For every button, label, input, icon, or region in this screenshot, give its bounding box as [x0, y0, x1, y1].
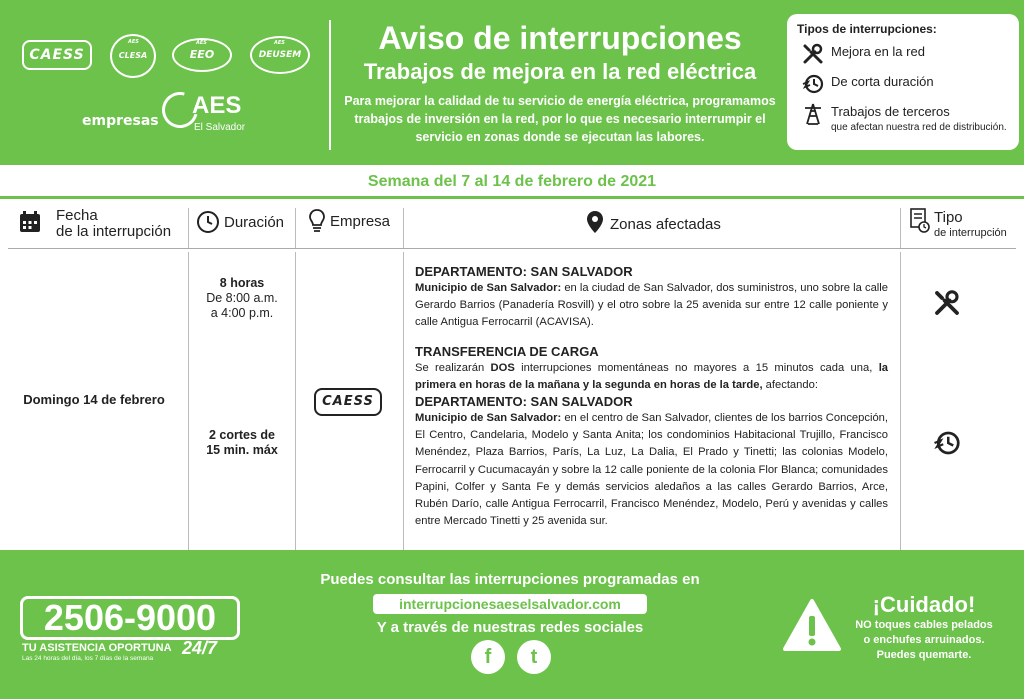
- facebook-icon[interactable]: f: [471, 640, 505, 674]
- column-divider: [295, 208, 296, 248]
- column-divider: [188, 252, 189, 550]
- transfer-end: afectando:: [765, 378, 818, 391]
- transfer-description: [415, 360, 888, 394]
- interruption-date: Domingo 14 de febrero: [23, 392, 165, 407]
- page-title: Aviso de interrupciones: [378, 20, 742, 56]
- header-banner: [0, 0, 1024, 163]
- location-pin-icon: [586, 210, 604, 234]
- column-duration-label: Duración: [224, 214, 285, 231]
- type-label: Trabajos de terceros: [831, 104, 950, 119]
- zone-municipality: Municipio de San Salvador:: [415, 282, 562, 294]
- aes-logo: [162, 90, 252, 140]
- column-divider: [403, 252, 404, 550]
- column-divider: [188, 208, 189, 248]
- zone-details: en el centro de San Salvador, clientes de los barrios Concepción, El Centro, Candelaria, Modelo y Santa Anita; los condominios Habitacional Trujillo, Francisco Menéndez, Plaza Barrios, París, La Luz, La Dalia, El Prado y Tinetti; las colonias Modelo, Ferrocarril y Cucumacayán y sobre la 12 calle poniente de la colonia Flor Blanca; comunidades Papini, Colfer y Santa Fe y demás servicios aledaños a las calles Gerardo Barrios, Arce, Rubén Darío, calle Antigua Ferrocarril, Francisco Menéndez, Modelo, Perú y avenidas y calles entre Mercado Tinetti y 25 avenida sur.: [415, 412, 888, 528]
- duration-to: a 4:00 p.m.: [210, 306, 274, 320]
- title-block: [335, 18, 785, 146]
- column-divider: [295, 252, 296, 550]
- aes-name: AES: [192, 92, 242, 119]
- zone-department-heading: DEPARTAMENTO: SAN SALVADOR: [415, 264, 633, 279]
- eeo-logo-text: EEO: [189, 48, 215, 61]
- calendar-icon: [18, 210, 42, 234]
- bulb-icon: [308, 208, 326, 234]
- document-clock-icon: [910, 208, 930, 234]
- interruption-types-legend: [787, 14, 1019, 150]
- transfer-bold: la primera en horas de la mañana y la segunda en horas de la tarde,: [415, 361, 889, 391]
- page-subtitle: Trabajos de mejora en la red eléctrica: [363, 59, 757, 84]
- week-bar: [0, 163, 1024, 199]
- transfer-mid: interrupciones momentáneas no mayores a 15 minutos cada una,: [521, 361, 873, 374]
- affected-zones: [415, 264, 888, 530]
- column-divider: [900, 208, 901, 248]
- twitter-icon[interactable]: t: [517, 640, 551, 674]
- warning-block: [846, 592, 1002, 663]
- phone-number[interactable]: 2506-9000: [20, 596, 240, 640]
- short-duration-icon: [932, 428, 962, 458]
- website-link[interactable]: interrupcionesaeselsalvador.com: [373, 594, 647, 614]
- zone-department-heading: DEPARTAMENTO: SAN SALVADOR: [415, 394, 633, 410]
- header-divider: [329, 20, 331, 150]
- zone-description: [415, 410, 888, 530]
- deusem-logo: [250, 36, 310, 74]
- deusem-logo-top: AES: [274, 40, 285, 46]
- column-divider: [403, 208, 404, 248]
- phone-hours: Las 24 horas del día, los 7 días de la semana: [22, 655, 154, 662]
- column-zones-label: Zonas afectadas: [610, 216, 721, 233]
- clesa-logo-top: AES: [128, 39, 139, 45]
- column-divider: [900, 252, 901, 550]
- duration-block-1: [190, 276, 294, 321]
- page-description: Para mejorar la calidad de tu servicio de energía eléctrica, programamos trabajos de inversión en la red, por lo que es necesario interrumpir el servicio en zonas donde se ejecutan las labores.: [344, 94, 776, 144]
- warning-line: Puedes quemarte.: [876, 649, 972, 661]
- column-company-label: Empresa: [330, 213, 391, 230]
- transfer-count: DOS: [490, 361, 515, 374]
- consult-block: [290, 570, 730, 638]
- duration-block-2: [190, 428, 294, 458]
- duration-hours: 8 horas: [219, 276, 265, 290]
- company-logos: [18, 30, 318, 90]
- deusem-logo-text: DEUSEM: [258, 50, 302, 60]
- type-item-terceros: [797, 102, 1009, 132]
- aes-subtitle: El Salvador: [194, 122, 246, 133]
- company-caess-logo: CAESS: [314, 388, 382, 416]
- badge-24-7: 24/7: [182, 638, 218, 658]
- eeo-logo-top: AES: [196, 40, 207, 46]
- types-title: Tipos de interrupciones:: [797, 22, 937, 36]
- short-duration-icon: [801, 72, 825, 96]
- tools-icon: [801, 42, 825, 66]
- zone-details: en la ciudad de San Salvador, dos suministros, uno sobre la calle Gerardo Barrios (Panadería Rosvill) y el otro sobre la 25 avenida sur entre 12 calle poniente y calle Antigua Ferrocarril (ACAVISA).: [415, 282, 888, 329]
- type-item-corta: [797, 72, 1009, 102]
- type-item-mejora: [797, 42, 1009, 72]
- table-header-divider: [8, 248, 1016, 249]
- transfer-pre: Se realizarán: [415, 361, 485, 374]
- warning-title: ¡Cuidado!: [872, 592, 976, 617]
- consult-text: Puedes consultar las interrupciones programadas en: [320, 571, 700, 588]
- warning-icon: [782, 598, 842, 652]
- empresas-label: empresas: [82, 113, 159, 129]
- transfer-heading: TRANSFERENCIA DE CARGA: [415, 343, 599, 359]
- footer-banner: [0, 550, 1024, 699]
- warning-line: NO toques cables pelados: [855, 619, 993, 631]
- duration-cuts: 2 cortes de: [208, 428, 275, 442]
- tools-icon: [932, 288, 962, 318]
- duration-max: 15 min. máx: [206, 443, 278, 457]
- type-label: Mejora en la red: [831, 44, 925, 59]
- column-date-label2: de la interrupción: [56, 223, 172, 240]
- clesa-logo: [110, 34, 156, 78]
- warning-line: o enchufes arruinados.: [863, 634, 985, 646]
- column-type-label2: de interrupción: [934, 227, 1007, 239]
- zone-description: [415, 280, 888, 332]
- clock-icon: [196, 210, 220, 234]
- caess-logo: CAESS: [22, 40, 92, 70]
- column-type-label: Tipo: [934, 209, 963, 226]
- social-text: Y a través de nuestras redes sociales: [376, 619, 644, 636]
- type-label: De corta duración: [831, 74, 934, 89]
- type-note: que afectan nuestra red de distribución.: [831, 122, 1007, 133]
- week-range: Semana del 7 al 14 de febrero de 2021: [367, 173, 657, 190]
- zone-municipality: Municipio de San Salvador:: [415, 412, 562, 425]
- column-date-label: Fecha: [56, 207, 98, 224]
- phone-tagline: TU ASISTENCIA OPORTUNA: [22, 642, 172, 654]
- eeo-logo: [172, 38, 232, 72]
- tower-icon: [801, 102, 825, 126]
- clesa-logo-text: CLESA: [118, 51, 148, 60]
- duration-from: De 8:00 a.m.: [206, 291, 278, 305]
